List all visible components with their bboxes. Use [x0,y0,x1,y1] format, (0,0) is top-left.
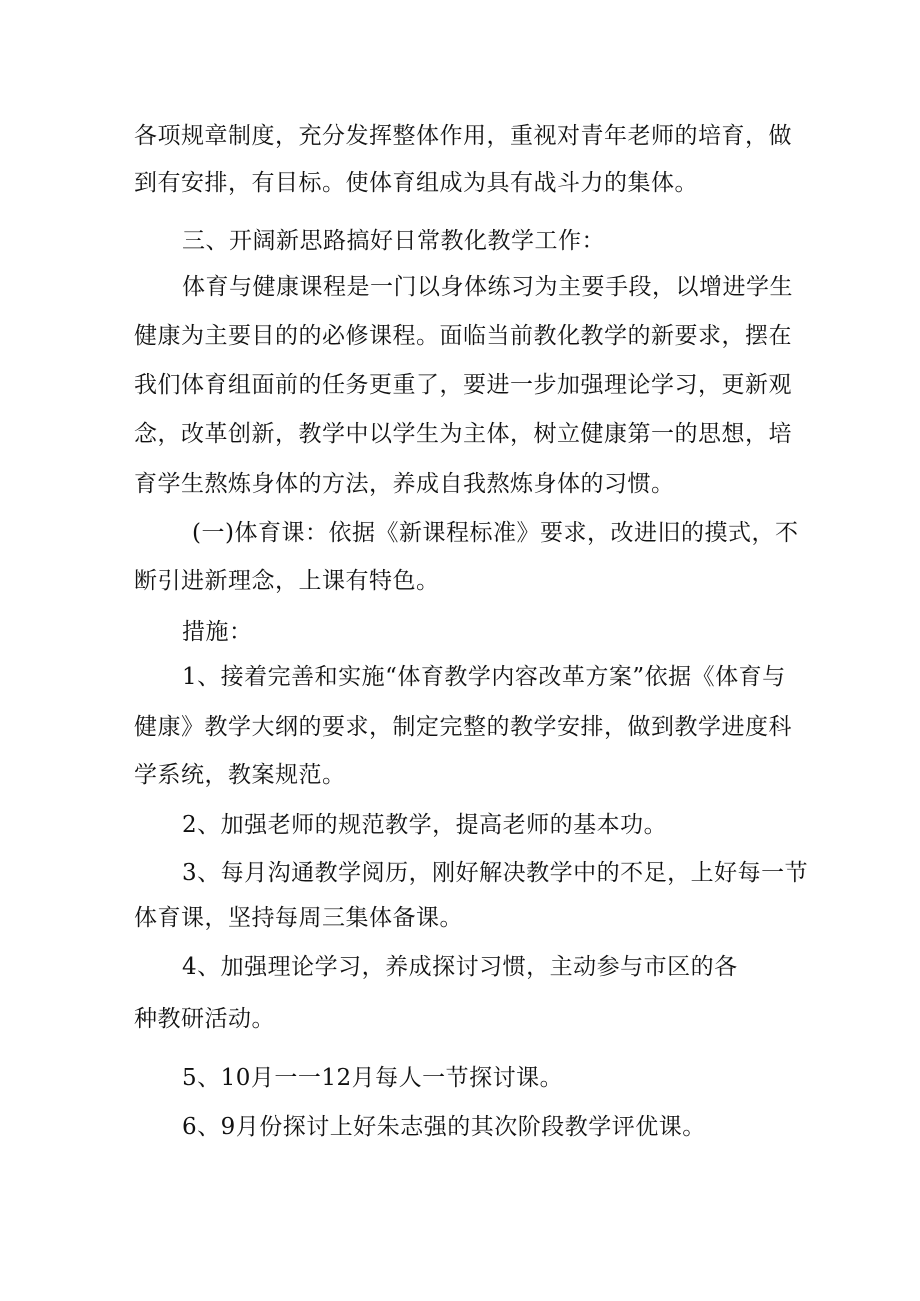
paragraph-line: 育学生熬炼身体的方法，养成自我熬炼身体的习惯。 [134,471,675,497]
section-heading: 三、开阔新思路搞好日常教化教学工作： [182,228,605,254]
subsection-heading: (一)体育课：依据《新课程标准》要求，改进旧的摸式，不 [192,520,799,546]
list-item: 6、9月份探讨上好朱志强的其次阶段教学评优课。 [182,1114,706,1140]
list-item: 4、加强理论学习，养成探讨习惯，主动参与市区的各 [182,954,738,980]
list-item: 3、每月沟通教学阅历，刚好解决教学中的不足，上好每一节 [182,860,809,886]
list-item: 2、加强老师的规范教学，提高老师的基本功。 [182,812,668,838]
list-item: 1、接着完善和实施“体育教学内容改革方案”依据《体育与 [182,664,786,690]
paragraph-line: 念，改革创新，教学中以学生为主体，树立健康第一的思想，培 [134,421,792,447]
paragraph-line: 各项规章制度，充分发挥整体作用，重视对青年老师的培育，做 [134,123,792,149]
paragraph-line: 我们体育组面前的任务更重了，要进一步加强理论学习，更新观 [134,372,792,398]
list-item-continuation: 健康》教学大纲的要求，制定完整的教学安排，做到教学进度科 [134,714,792,740]
list-item-continuation: 体育课，坚持每周三集体备课。 [134,905,463,931]
paragraph-line: 到有安排，有目标。使体育组成为具有战斗力的集体。 [134,170,698,196]
list-item: 5、10月一一12月每人一节探讨课。 [182,1065,564,1091]
paragraph-line: 体育与健康课程是一门以身体练习为主要手段，以增进学生 [182,274,793,300]
list-item-continuation: 种教研活动。 [134,1006,275,1032]
paragraph-line: 断引进新理念，上课有特色。 [134,568,440,594]
paragraph-line: 健康为主要目的的必修课程。面临当前教化教学的新要求，摆在 [134,323,792,349]
list-item-continuation: 学系统，教案规范。 [134,762,346,788]
measures-label: 措施： [182,619,253,645]
